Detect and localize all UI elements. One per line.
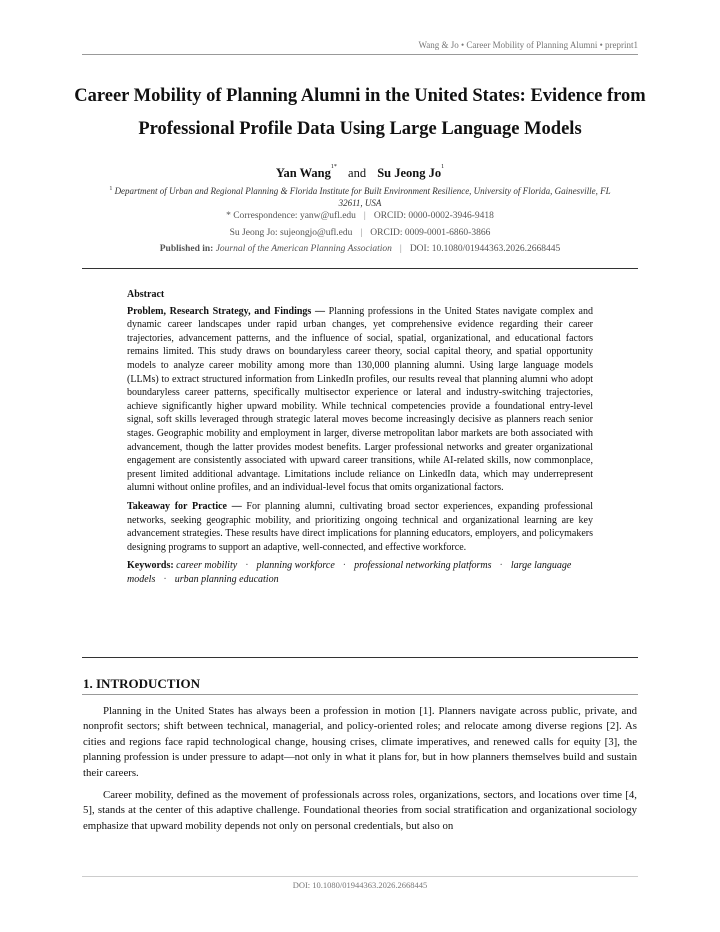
keyword-separator: · bbox=[499, 560, 503, 572]
affiliation-marker: 1 bbox=[109, 186, 113, 192]
author-name-2: Su Jeong Jo bbox=[377, 166, 442, 180]
author-line bbox=[0, 166, 720, 181]
second-author-contact-line bbox=[0, 228, 720, 238]
introduction-body bbox=[83, 704, 637, 841]
abstract-block bbox=[127, 288, 593, 591]
header-rule bbox=[82, 54, 638, 55]
section-heading-introduction: 1. INTRODUCTION bbox=[83, 676, 201, 691]
affiliation bbox=[100, 183, 620, 209]
section-divider bbox=[82, 694, 638, 695]
abstract-paragraph-findings bbox=[127, 305, 593, 495]
publication-line bbox=[0, 244, 720, 254]
keyword: career mobility bbox=[176, 560, 238, 572]
keyword-separator: · bbox=[245, 560, 249, 572]
keyword: large language models bbox=[127, 560, 572, 585]
author-2-marker: 1 bbox=[441, 164, 445, 170]
abstract-subheading: Takeaway for Practice — bbox=[127, 500, 242, 512]
footer-rule bbox=[82, 876, 638, 877]
journal-name: Journal of the American Planning Association bbox=[215, 244, 392, 254]
abstract-subheading: Problem, Research Strategy, and Findings — bbox=[127, 305, 325, 317]
separator: | bbox=[399, 244, 402, 254]
divider bbox=[82, 268, 638, 269]
keywords-label: Keywords: bbox=[127, 560, 174, 572]
correspondence-email[interactable]: * Correspondence: yanw@ufl.edu bbox=[226, 211, 356, 221]
divider bbox=[82, 657, 638, 658]
keyword-separator: · bbox=[342, 560, 347, 572]
keyword-separator: · bbox=[163, 573, 167, 585]
abstract-text: For planning alumni, cultivating broad sector experiences, expanding professional networks, seeking geographic mobility, and prioritizing ongoing technical and organizational learning are key advancement strategies. These results have direct implications for planning educators, employers, and policymakers designing programs to support an adaptive, well-connected, and effective workforce. bbox=[127, 500, 593, 553]
author-conjunction: and bbox=[348, 166, 367, 180]
orcid-author-2[interactable]: ORCID: 0009-0001-6860-3866 bbox=[370, 228, 491, 238]
abstract-text: Planning professions in the United States navigate complex and dynamic career landscapes under rapid urban changes, yet comprehensive evidence regarding their career trajectories, advancement patterns, and the influence of social, spatial, organizational, and educational factors remains limited. This study draws on boundaryless career theory, social capital theory, and spatial opportunity models to analyze career mobility among more than 130,000 planning alumni. Using large language models (LLMs) to extract structured information from LinkedIn profiles, our results reveal that planning alumni who adopt boundaryless career patterns, specifically multisector experience or lateral and industry-switching trajectories, achieve significantly higher upward mobility. While technical competencies provide a foundational entry-level signal, soft skills leveraged through strategic lateral moves become increasingly decisive as planners reach senior stages. Geographic mobility and employment in larger, diverse metropolitan labor markets are both associated with advancement, though the latter provides modest benefits. Larger professional networks and greater organizational engagement are consistently associated with upward career transitions, while AI-related skills, now commonplace, present limited additional advantage. Limitations include reliance on LinkedIn data, which may underrepresent alumni without online profiles, and an individual-level focus that omits organizational factors. bbox=[127, 305, 593, 494]
running-header: Wang & Jo • Career Mobility of Planning Alumni • preprint1 bbox=[418, 40, 638, 50]
separator: | bbox=[363, 211, 366, 221]
keyword: professional networking platforms bbox=[354, 560, 492, 572]
keywords-line bbox=[127, 559, 593, 586]
correspondence-line bbox=[0, 211, 720, 221]
body-paragraph: Career mobility, defined as the movement of professionals across roles, organizations, sectors, and locations over time [4, 5], stands at the center of this adaptive challenge. Foundational theories from social stratification and organizational sociology emphasize that upward mobility depends not only on personal credentials, but also on bbox=[83, 789, 637, 832]
published-in-label: Published in: bbox=[159, 244, 214, 254]
author-name-1: Yan Wang bbox=[275, 166, 331, 180]
footer-doi: DOI: 10.1080/01944363.2026.2668445 bbox=[292, 880, 428, 890]
doi-link[interactable]: DOI: 10.1080/01944363.2026.2668445 bbox=[409, 244, 561, 254]
abstract-paragraph-takeaway bbox=[127, 500, 593, 554]
keyword: planning workforce bbox=[256, 560, 335, 572]
separator: | bbox=[360, 228, 363, 238]
affiliation-text: Department of Urban and Regional Planning & Florida Institute for Built Environment Resilience, University of Florida, Gainesville, FL 32611, USA bbox=[114, 186, 611, 208]
body-paragraph: Planning in the United States has always been a profession in motion [1]. Planners navigate across public, private, and nonprofit sectors; shift between technical, managerial, and policy-oriented roles; and relocate among diverse regions [2]. As cities and regions face rapid technological change, housing crises, climate imperatives, and renewed calls for equity [3], the planning profession is under pressure to adapt—not only in what it plans for, but in how planners themselves build and sustain their careers. bbox=[83, 705, 637, 779]
paper-title: Career Mobility of Planning Alumni in the United States: Evidence from Professional Profile Data Using Large Language Models bbox=[74, 86, 646, 139]
second-author-email[interactable]: Su Jeong Jo: sujeongjo@ufl.edu bbox=[229, 228, 353, 238]
orcid-author-1[interactable]: ORCID: 0000-0002-3946-9418 bbox=[373, 211, 494, 221]
abstract-heading: Abstract bbox=[127, 289, 165, 300]
keyword: urban planning education bbox=[174, 573, 279, 585]
author-1-marker: 1* bbox=[330, 164, 337, 170]
